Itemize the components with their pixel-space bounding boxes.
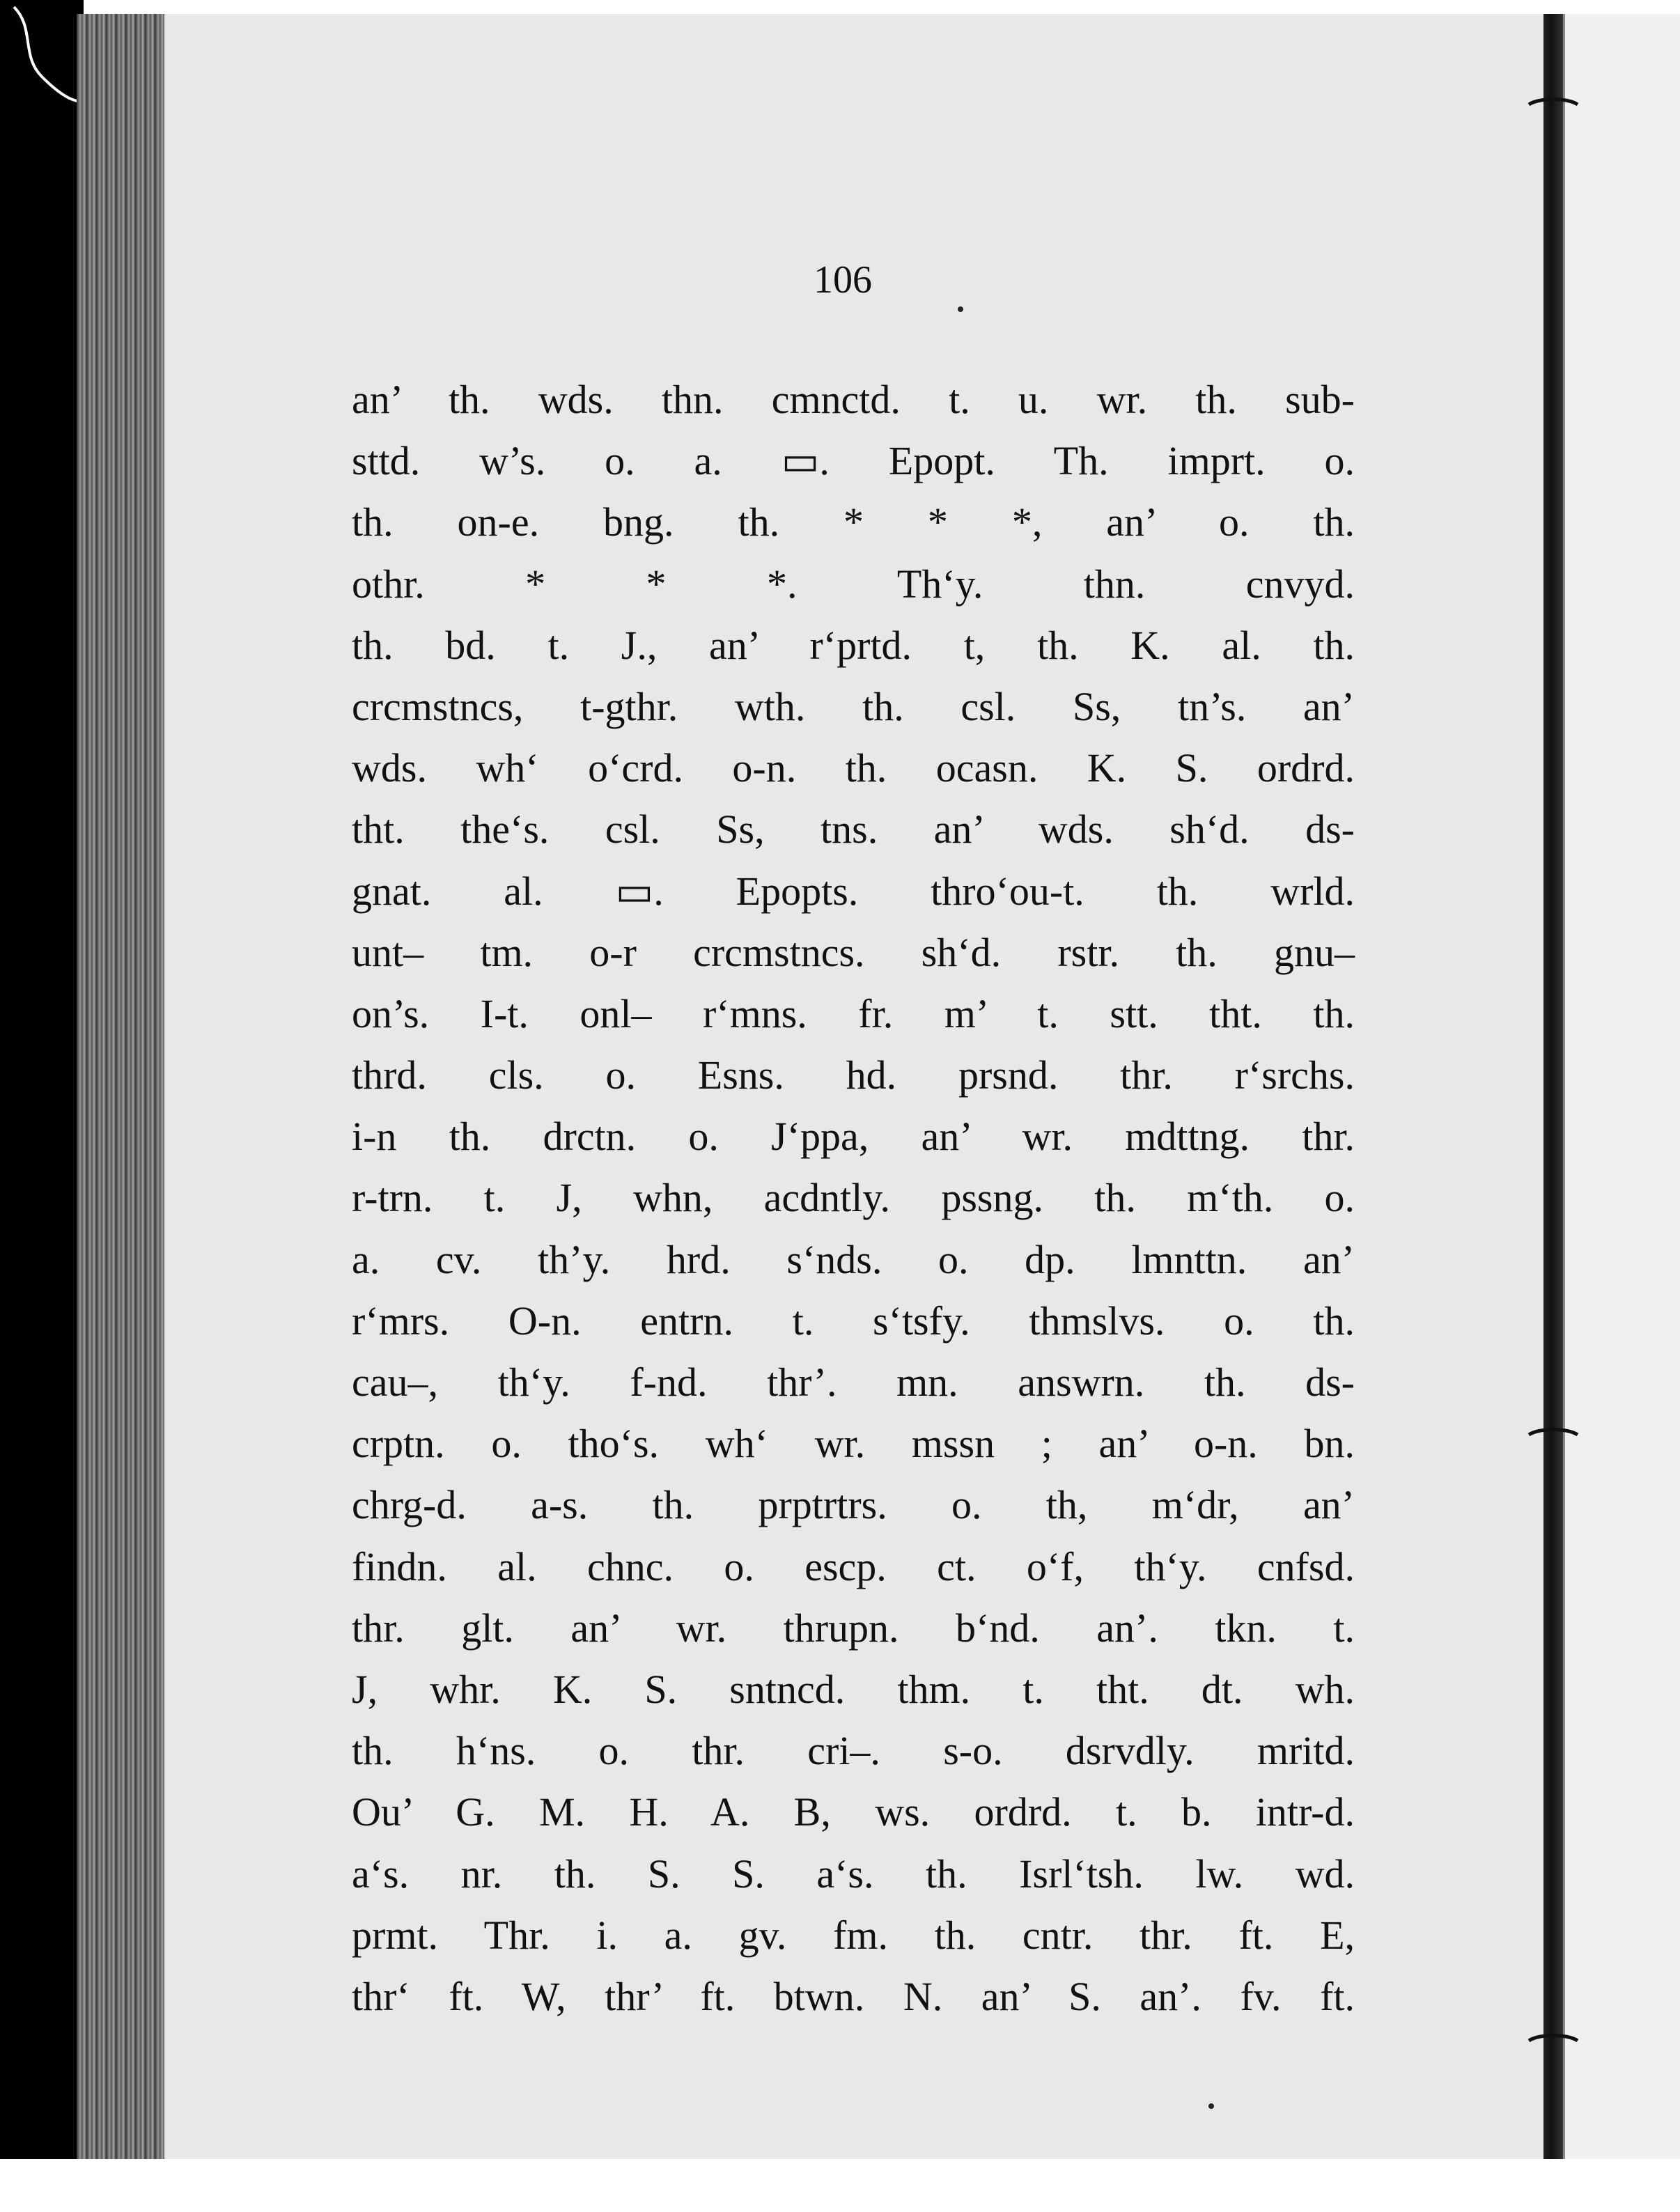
text-line: gnat. al. ▭. Epopts. thro‘ou-t. th. wrld. <box>352 868 1355 914</box>
text-line: r-trn. t. J, whn, acdntly. pssng. th. m‘th. o. <box>352 1175 1355 1221</box>
facing-page-edge <box>1563 14 1680 2159</box>
text-line: crcmstncs, t-gthr. wth. th. csl. Ss, tn’s. an’ <box>352 683 1355 729</box>
text-line: r‘mrs. O-n. entrn. t. s‘tsfy. thmslvs. o. th. <box>352 1298 1355 1343</box>
text-line: unt– tm. o-r crcmstncs. sh‘d. rstr. th. gnu– <box>352 929 1355 975</box>
text-line: Ou’ G. M. H. A. B, ws. ordrd. t. b. intr-d. <box>352 1789 1355 1835</box>
text-line: th. bd. t. J., an’ r‘prtd. t, th. K. al. th. <box>352 622 1355 668</box>
body-text <box>352 369 1355 2027</box>
ink-speck <box>958 306 963 312</box>
page-number: 106 <box>814 258 872 302</box>
text-line: cau–, th‘y. f-nd. thr’. mn. answrn. th. ds- <box>352 1360 1355 1405</box>
text-line: prmt. Thr. i. a. gv. fm. th. cntr. thr. ft. E, <box>352 1912 1355 1958</box>
text-line: tht. the‘s. csl. Ss, tns. an’ wds. sh‘d. ds- <box>352 807 1355 852</box>
book-spine <box>1543 14 1563 2159</box>
text-line: thrd. cls. o. Esns. hd. prsnd. thr. r‘srchs. <box>352 1052 1355 1098</box>
text-line: a. cv. th’y. hrd. s‘nds. o. dp. lmnttn. an’ <box>352 1236 1355 1282</box>
left-binding-edge <box>0 0 84 2212</box>
scan-bottom-margin <box>0 2159 1680 2212</box>
page-stack-edge <box>77 14 167 2159</box>
text-line: an’ th. wds. thn. cmnctd. t. u. wr. th. sub- <box>352 377 1355 422</box>
text-line: on’s. I-t. onl– r‘mns. fr. m’ t. stt. tht. th. <box>352 990 1355 1036</box>
text-line: findn. al. chnc. o. escp. ct. o‘f, th‘y. cnfsd. <box>352 1543 1355 1589</box>
text-line: othr. * * *. Th‘y. thn. cnvyd. <box>352 561 1355 607</box>
text-line: thr‘ ft. W, thr’ ft. btwn. N. an’ S. an’. fv. ft. <box>352 1973 1355 2019</box>
text-line: th. h‘ns. o. thr. cri–. s-o. dsrvdly. mritd. <box>352 1728 1355 1774</box>
text-line: th. on-e. bng. th. * * *, an’ o. th. <box>352 499 1355 545</box>
text-line: thr. glt. an’ wr. thrupn. b‘nd. an’. tkn. t. <box>352 1605 1355 1651</box>
ink-speck <box>1208 2103 1214 2109</box>
text-line: i-n th. drctn. o. J‘ppa, an’ wr. mdttng. thr. <box>352 1114 1355 1160</box>
text-line: sttd. w’s. o. a. ▭. Epopt. Th. imprt. o. <box>352 438 1355 484</box>
binding-stitch <box>1525 2034 1581 2048</box>
binding-stitch <box>1525 98 1581 111</box>
text-line: crptn. o. tho‘s. wh‘ wr. mssn ; an’ o-n. bn. <box>352 1421 1355 1467</box>
text-line: chrg-d. a-s. th. prptrtrs. o. th, m‘dr, an’ <box>352 1482 1355 1528</box>
binding-stitch <box>1525 1428 1581 1442</box>
text-line: a‘s. nr. th. S. S. a‘s. th. Isrl‘tsh. lw. wd. <box>352 1851 1355 1896</box>
text-line: wds. wh‘ o‘crd. o-n. th. ocasn. K. S. ordrd. <box>352 745 1355 791</box>
text-line: J, whr. K. S. sntncd. thm. t. tht. dt. wh. <box>352 1666 1355 1712</box>
